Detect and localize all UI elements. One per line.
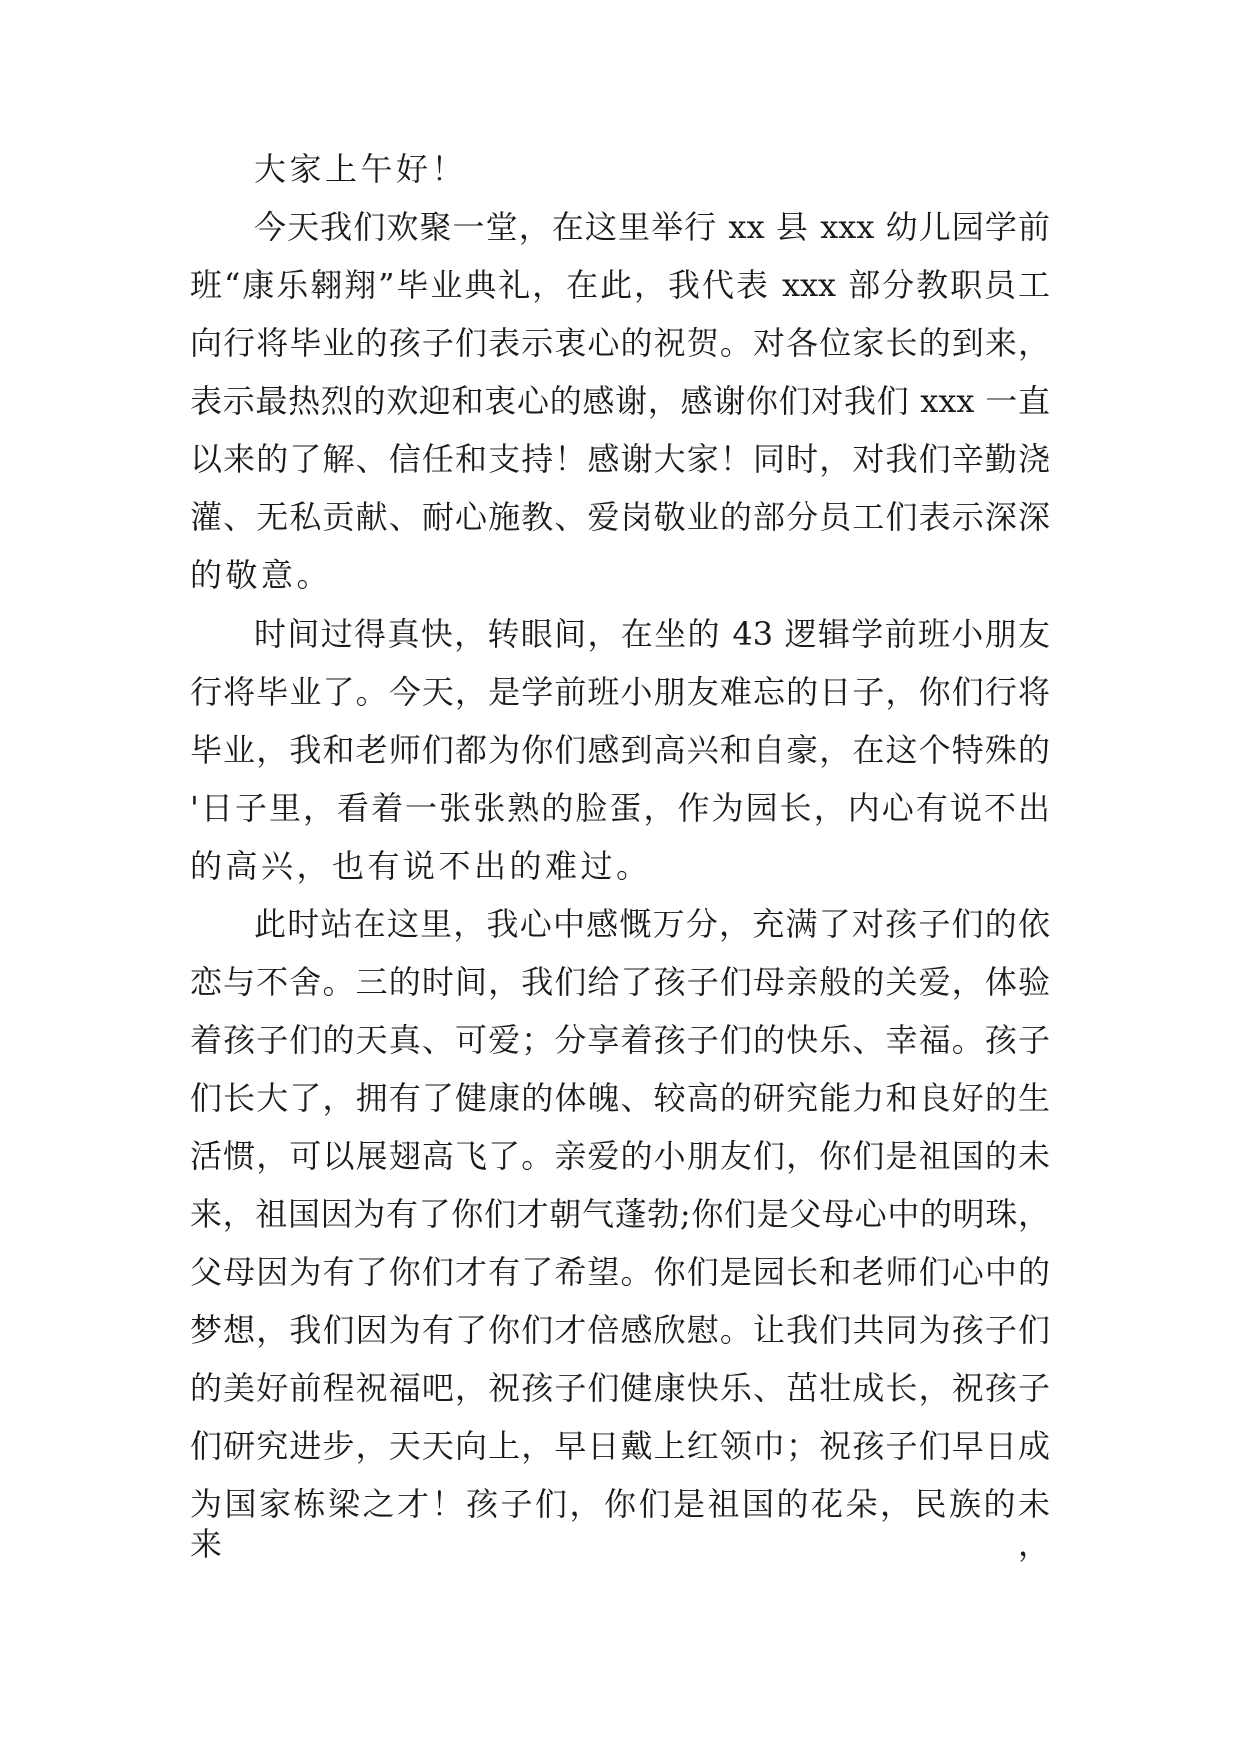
text-line: 毕业，我和老师们都为你们感到高兴和自豪，在这个特殊的 [190, 731, 1050, 769]
text-line: 行将毕业了。今天，是学前班小朋友难忘的日子，你们行将 [190, 673, 1050, 711]
text-line: 向行将毕业的孩子们表示衷心的祝贺。对各位家长的到来， [190, 324, 1050, 362]
text-line: 梦想，我们因为有了你们才倍感欣慰。让我们共同为孩子们 [190, 1311, 1050, 1349]
text-line: 的高兴，也有说不出的难过。 [190, 847, 652, 885]
text-line: 的美好前程祝福吧，祝孩子们健康快乐、茁壮成长，祝孩子 [190, 1369, 1050, 1407]
text-line: 今天我们欢聚一堂，在这里举行 xx 县 xxx 幼儿园学前 [254, 208, 1050, 246]
text-line: 的敬意。 [190, 556, 333, 594]
text-line: 以来的了解、信任和支持！感谢大家！同时，对我们辛勤浇 [190, 440, 1050, 478]
text-line: 来，祖国因为有了你们才朝气蓬勃;你们是父母心中的明珠， [190, 1195, 1050, 1233]
text-line: 表示最热烈的欢迎和衷心的感谢，感谢你们对我们 xxx 一直 [190, 382, 1050, 420]
text-line: 们研究进步，天天向上，早日戴上红领巾；祝孩子们早日成 [190, 1427, 1050, 1465]
text-line: 着孩子们的天真、可爱；分享着孩子们的快乐、幸福。孩子 [190, 1021, 1050, 1059]
text-line: 班“康乐翱翔”毕业典礼，在此，我代表 xxx 部分教职员工 [190, 266, 1050, 304]
text-line: 父母因为有了你们才有了希望。你们是园长和老师们心中的 [190, 1253, 1050, 1291]
text-line: 们长大了，拥有了健康的体魄、较高的研究能力和良好的生 [190, 1079, 1050, 1117]
text-line: 此时站在这里，我心中感慨万分，充满了对孩子们的依 [254, 905, 1050, 943]
greeting-line: 大家上午好！ [254, 150, 468, 188]
text-line: 灌、无私贡献、耐心施教、爱岗敬业的部分员工们表示深深 [190, 498, 1050, 536]
text-line: '日子里，看着一张张熟的脸蛋，作为园长，内心有说不出 [190, 789, 1050, 827]
text-line: 为国家栋梁之才！孩子们，你们是祖国的花朵，民族的未来， [190, 1485, 1050, 1563]
text-line: 活惯，可以展翅高飞了。亲爱的小朋友们，你们是祖国的未 [190, 1137, 1050, 1175]
text-line: 恋与不舍。三的时间，我们给了孩子们母亲般的关爱，体验 [190, 963, 1050, 1001]
text-line: 时间过得真快，转眼间，在坐的 43 逻辑学前班小朋友 [254, 615, 1050, 653]
